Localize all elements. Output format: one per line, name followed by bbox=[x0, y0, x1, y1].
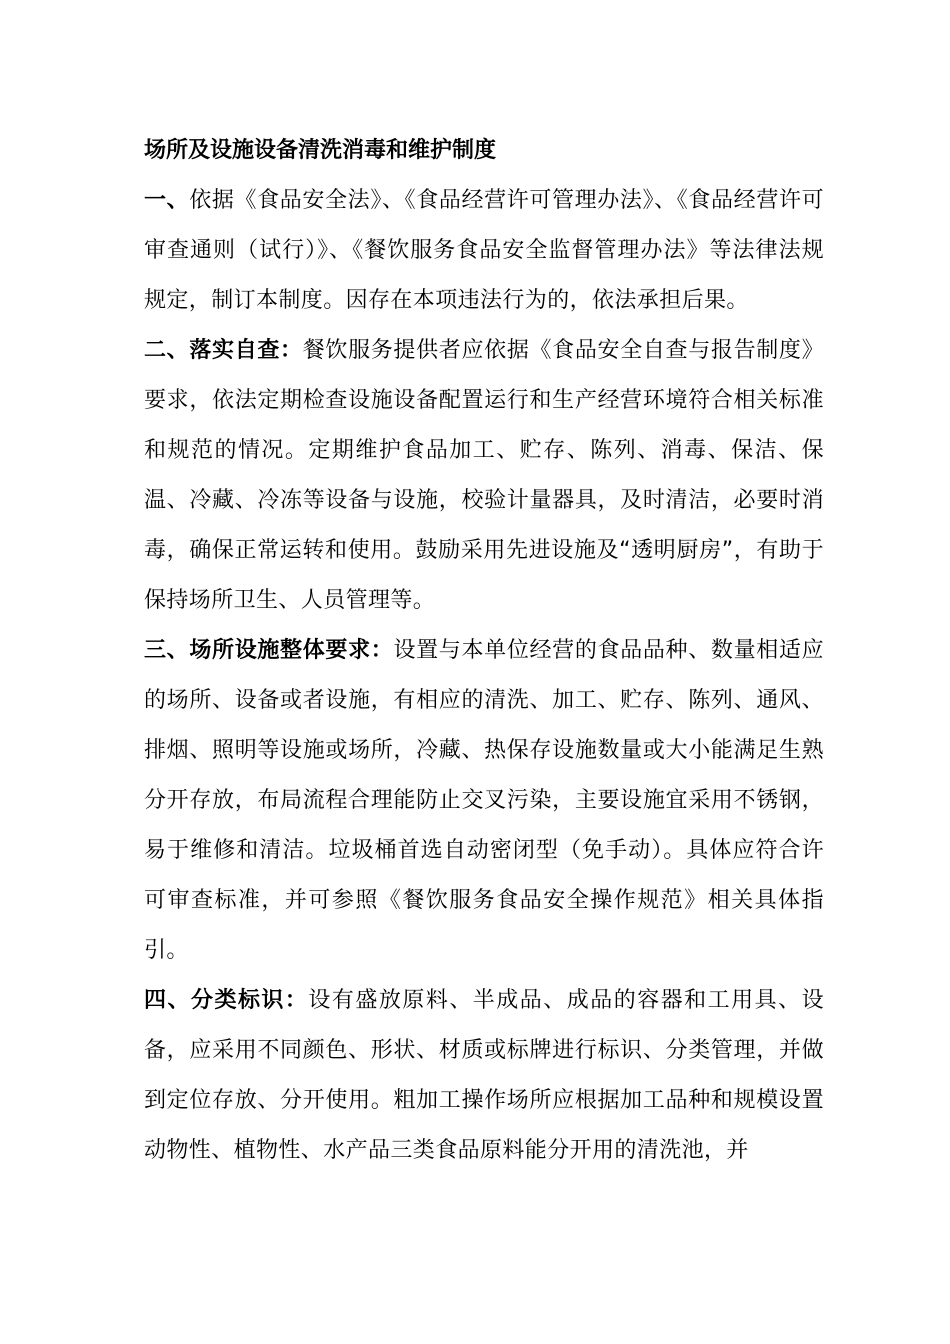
section-3-lead: 三、场所设施整体要求： bbox=[144, 638, 394, 663]
section-2-paragraph bbox=[144, 326, 824, 626]
section-1-paragraph bbox=[144, 176, 824, 326]
section-1-lead: 一、 bbox=[144, 188, 190, 213]
document-page bbox=[144, 126, 824, 1176]
section-3-body: 设置与本单位经营的食品品种、数量相适应的场所、设备或者设施，有相应的清洗、加工、贮存、陈列、通风、排烟、照明等设施或场所，冷藏、热保存设施数量或大小能满足生熟分开存放，布局流程合理能防止交叉污染，主要设施宜采用不锈钢，易于维修和清洁。垃圾桶首选自动密闭型（免手动）。具体应符合许可审查标准，并可参照《餐饮服务食品安全操作规范》相关具体指引。 bbox=[144, 638, 824, 963]
section-4-paragraph bbox=[144, 976, 824, 1176]
section-1-body: 依据《食品安全法》、《食品经营许可管理办法》、《食品经营许可审查通则（试行）》、《餐饮服务食品安全监督管理办法》等法律法规规定，制订本制度。因存在本项违法行为的，依法承担后果。 bbox=[144, 188, 824, 313]
section-4-lead: 四、分类标识： bbox=[144, 988, 309, 1013]
section-2-lead: 二、落实自查： bbox=[144, 338, 303, 363]
section-4-body: 设有盛放原料、半成品、成品的容器和工用具、设备，应采用不同颜色、形状、材质或标牌进行标识、分类管理，并做到定位存放、分开使用。粗加工操作场所应根据加工品种和规模设置动物性、植物性、水产品三类食品原料能分开用的清洗池，并 bbox=[144, 988, 824, 1163]
section-2-body: 餐饮服务提供者应依据《食品安全自查与报告制度》要求，依法定期检查设施设备配置运行和生产经营环境符合相关标准和规范的情况。定期维护食品加工、贮存、陈列、消毒、保洁、保温、冷藏、冷冻等设备与设施，校验计量器具，及时清洁，必要时消毒，确保正常运转和使用。鼓励采用先进设施及“透明厨房”，有助于保持场所卫生、人员管理等。 bbox=[144, 338, 824, 613]
document-title: 场所及设施设备清洗消毒和维护制度 bbox=[144, 138, 497, 163]
section-3-paragraph bbox=[144, 626, 824, 976]
